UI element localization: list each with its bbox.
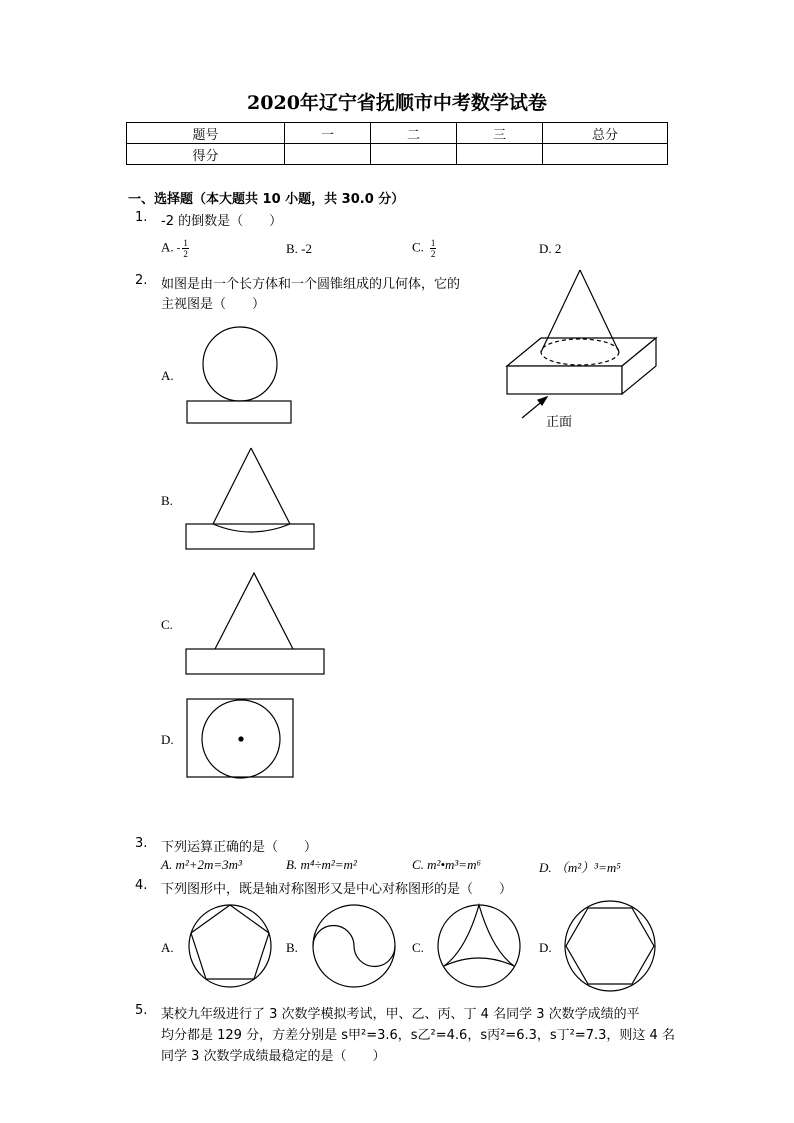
option-c[interactable]: C. m²•m³=m⁶: [412, 857, 481, 872]
score-table-header-row: [127, 123, 668, 144]
option-b[interactable]: B.: [161, 493, 173, 508]
option-c[interactable]: C.: [412, 940, 424, 955]
question-stem: 下列运算正确的是（ ）: [161, 840, 318, 855]
fraction: [182, 238, 189, 259]
option-d-figure: [187, 699, 293, 778]
score-input-cell[interactable]: [285, 144, 371, 165]
page-title: 2020年辽宁省抚顺市中考数学试卷: [247, 92, 547, 114]
table-cell: 三: [457, 123, 543, 144]
option-d[interactable]: D. 2: [539, 241, 562, 256]
question-stem: -2 的倒数是（ ）: [161, 214, 283, 229]
question-number: 3.: [135, 836, 148, 851]
question-stem: 均分都是 129 分，方差分别是 s甲²=3.6，s乙²=4.6，s丙²=6.3，s丁²=7.3，则这 4 名: [161, 1028, 675, 1043]
option-a[interactable]: [161, 238, 189, 259]
score-table: [126, 122, 668, 165]
question-number: 1.: [135, 210, 148, 225]
arrow-icon: [522, 397, 547, 418]
option-c-figure: [438, 905, 520, 987]
fraction-denominator: 2: [430, 249, 436, 259]
score-input-cell[interactable]: [371, 144, 457, 165]
table-cell: 题号: [127, 123, 285, 144]
fraction-denominator: 2: [183, 249, 188, 259]
option-d[interactable]: D.: [161, 732, 174, 747]
option-label: A.: [161, 239, 174, 255]
option-a[interactable]: A. m²+2m=3m³: [161, 857, 242, 872]
score-input-cell[interactable]: [457, 144, 543, 165]
option-label: C.: [412, 239, 424, 255]
option-c-figure: [186, 573, 324, 674]
option-b[interactable]: B. m⁴÷m²=m²: [286, 857, 357, 872]
fraction-numerator: 1: [183, 238, 188, 248]
fraction-numerator: 1: [430, 238, 436, 248]
option-a[interactable]: A.: [161, 940, 174, 955]
question-number: 5.: [135, 1003, 148, 1018]
fraction: [430, 238, 437, 259]
score-table-score-row: [127, 144, 668, 165]
option-d-figure: [565, 901, 655, 991]
solid-figure: [507, 270, 656, 394]
question-stem: 主视图是（ ）: [161, 297, 266, 312]
table-cell: 得分: [127, 144, 285, 165]
question-stem: 同学 3 次数学成绩最稳定的是（ ）: [161, 1049, 386, 1064]
score-input-cell[interactable]: [543, 144, 668, 165]
option-a-figure: [189, 905, 271, 987]
question-stem: 某校九年级进行了 3 次数学模拟考试，甲、乙、丙、丁 4 名同学 3 次数学成绩的平: [161, 1007, 640, 1022]
question-stem: 下列图形中，既是轴对称图形又是中心对称图形的是（ ）: [161, 882, 513, 897]
option-a[interactable]: A.: [161, 368, 174, 383]
table-cell: 一: [285, 123, 371, 144]
front-view-label: 正面: [546, 415, 573, 430]
table-cell: 总分: [543, 123, 668, 144]
minus-sign: -: [176, 242, 181, 255]
table-cell: 二: [371, 123, 457, 144]
option-d[interactable]: D.: [539, 940, 552, 955]
option-c[interactable]: [412, 238, 436, 259]
option-c[interactable]: C.: [161, 617, 173, 632]
section-heading: 一、选择题（本大题共 10 小题，共 30.0 分）: [128, 192, 405, 207]
option-b[interactable]: B.: [286, 940, 298, 955]
option-b[interactable]: B. -2: [286, 241, 312, 256]
option-b-figure: [186, 448, 314, 549]
question-number: 4.: [135, 878, 148, 893]
option-b-figure: [313, 905, 395, 987]
option-a-figure: [187, 327, 291, 423]
option-d[interactable]: D. （m²）³=m⁵: [539, 860, 621, 875]
question-number: 2.: [135, 273, 148, 288]
question-stem: 如图是由一个长方体和一个圆锥组成的几何体，它的: [161, 277, 461, 292]
